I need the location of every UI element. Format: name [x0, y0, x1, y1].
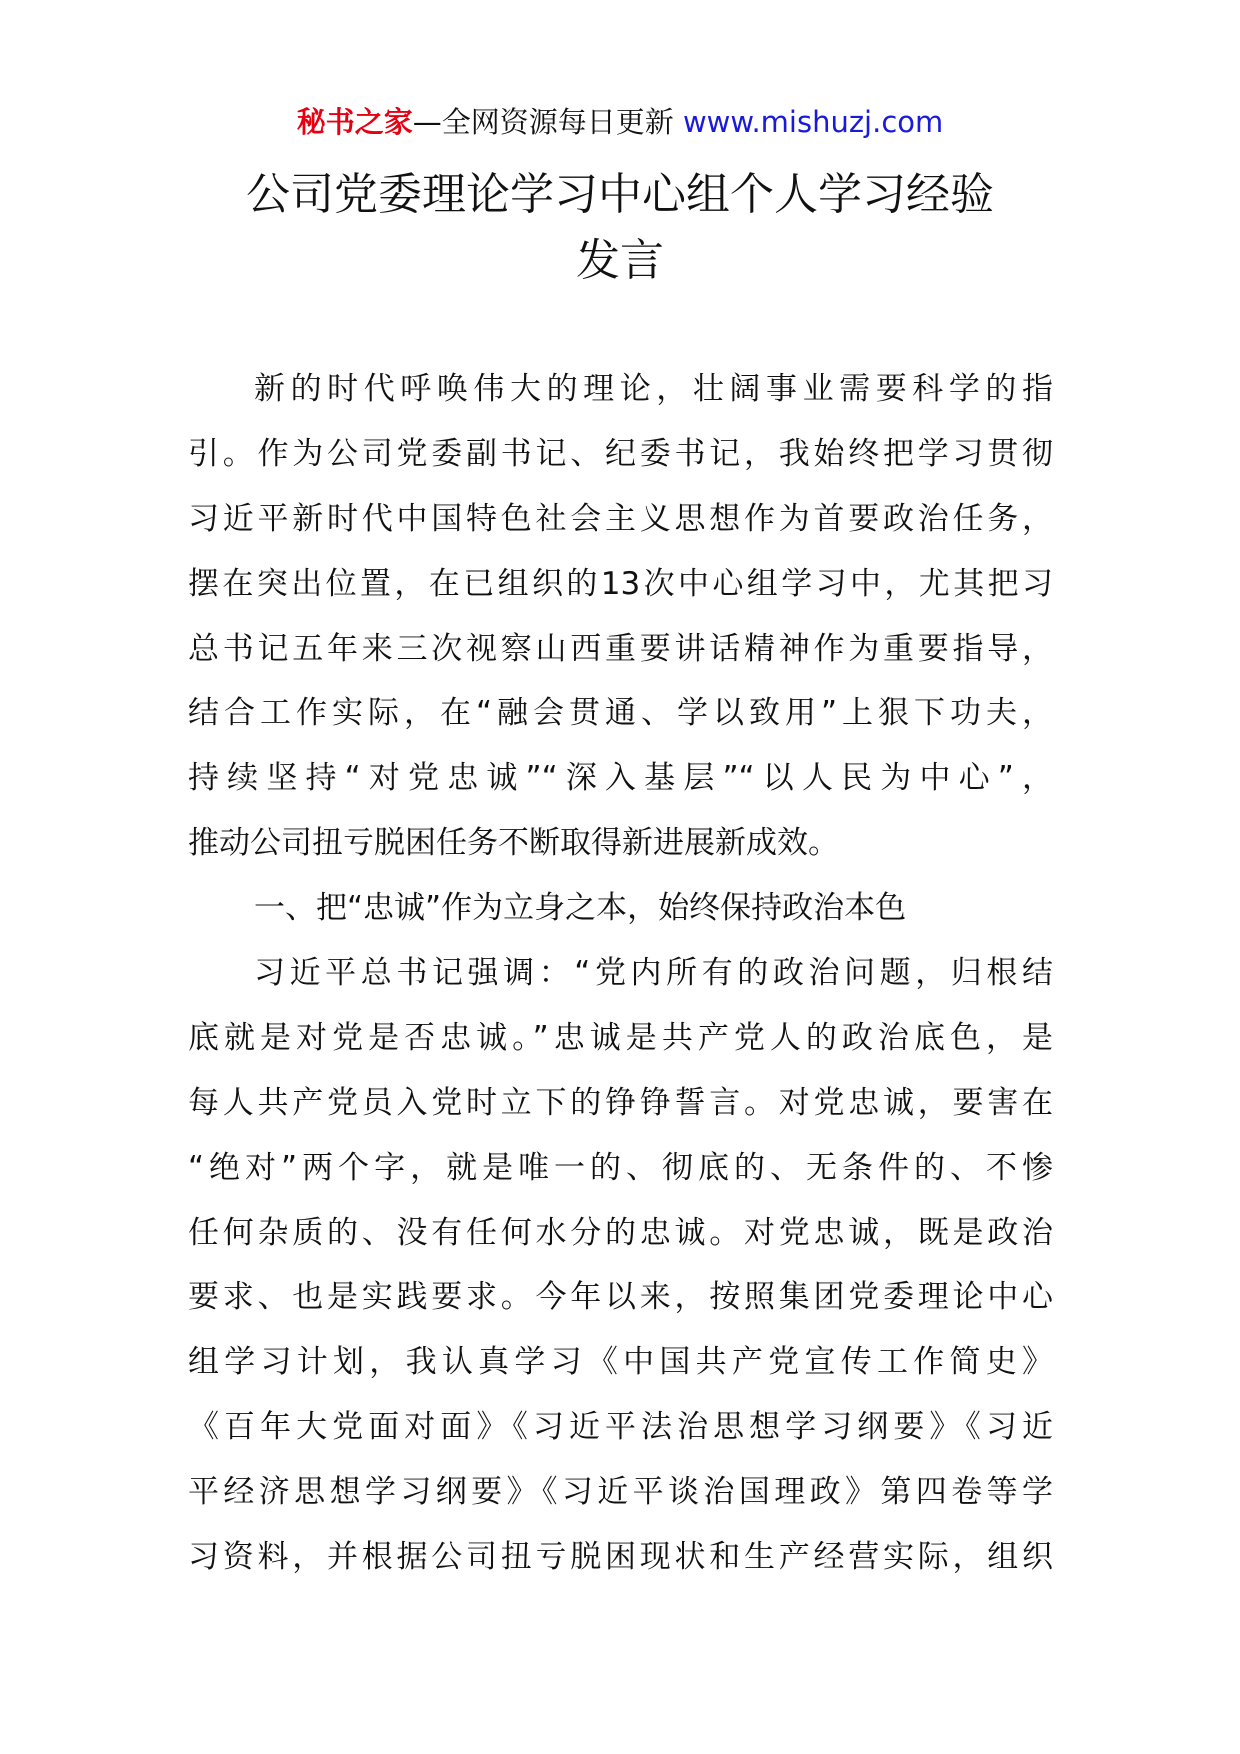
site-header — [0, 100, 1240, 144]
body-line: 底就是对党是否忠诚。”忠诚是共产党人的政治底色，是 — [188, 1019, 1053, 1056]
brand-name: 秘书之家 — [296, 105, 413, 139]
body-line: 持续坚持“对党忠诚”“深入基层”“以人民为中心”， — [188, 760, 1053, 797]
body-line: “绝对”两个字，就是唯一的、彻底的、无条件的、不惨 — [188, 1149, 1053, 1186]
body-line: 每人共产党员入党时立下的铮铮誓言。对党忠诚，要害在 — [188, 1084, 1053, 1121]
body-line: 摆在突出位置，在已组织的13次中心组学习中，尤其把习 — [188, 565, 1053, 602]
section-heading: 一、把“忠诚”作为立身之本，始终保持政治本色 — [254, 890, 907, 927]
site-url-link[interactable]: www.mishuzj.com — [682, 105, 944, 139]
body-line: 推动公司扭亏脱困任务不断取得新进展新成效。 — [188, 825, 839, 862]
body-line: 结合工作实际，在“融会贯通、学以致用”上狠下功夫， — [188, 695, 1053, 732]
body-line: 习近平总书记强调：“党内所有的政治问题，归根结 — [254, 955, 1053, 992]
body-line: 任何杂质的、没有任何水分的忠诚。对党忠诚，既是政治 — [188, 1214, 1053, 1251]
document-body — [188, 357, 1053, 1590]
body-line: 总书记五年来三次视察山西重要讲话精神作为重要指导， — [188, 630, 1053, 667]
document-title — [0, 162, 1240, 294]
body-line: 引。作为公司党委副书记、纪委书记，我始终把学习贯彻 — [188, 435, 1053, 472]
body-line: 平经济思想学习纲要》《习近平谈治国理政》第四卷等学 — [188, 1474, 1053, 1511]
header-tagline: —全网资源每日更新 — [412, 105, 674, 139]
body-line: 《百年大党面对面》《习近平法治思想学习纲要》《习近 — [188, 1409, 1053, 1446]
title-line-2: 发言 — [576, 235, 664, 286]
title-line-1: 公司党委理论学习中心组个人学习经验 — [246, 169, 994, 220]
body-line: 习资料，并根据公司扭亏脱困现状和生产经营实际，组织 — [188, 1539, 1053, 1576]
body-line: 习近平新时代中国特色社会主义思想作为首要政治任务， — [188, 500, 1053, 537]
body-line: 新的时代呼唤伟大的理论，壮阔事业需要科学的指 — [254, 371, 1053, 407]
body-line: 组学习计划，我认真学习《中国共产党宣传工作简史》 — [188, 1344, 1053, 1381]
body-line: 要求、也是实践要求。今年以来，按照集团党委理论中心 — [188, 1279, 1053, 1316]
